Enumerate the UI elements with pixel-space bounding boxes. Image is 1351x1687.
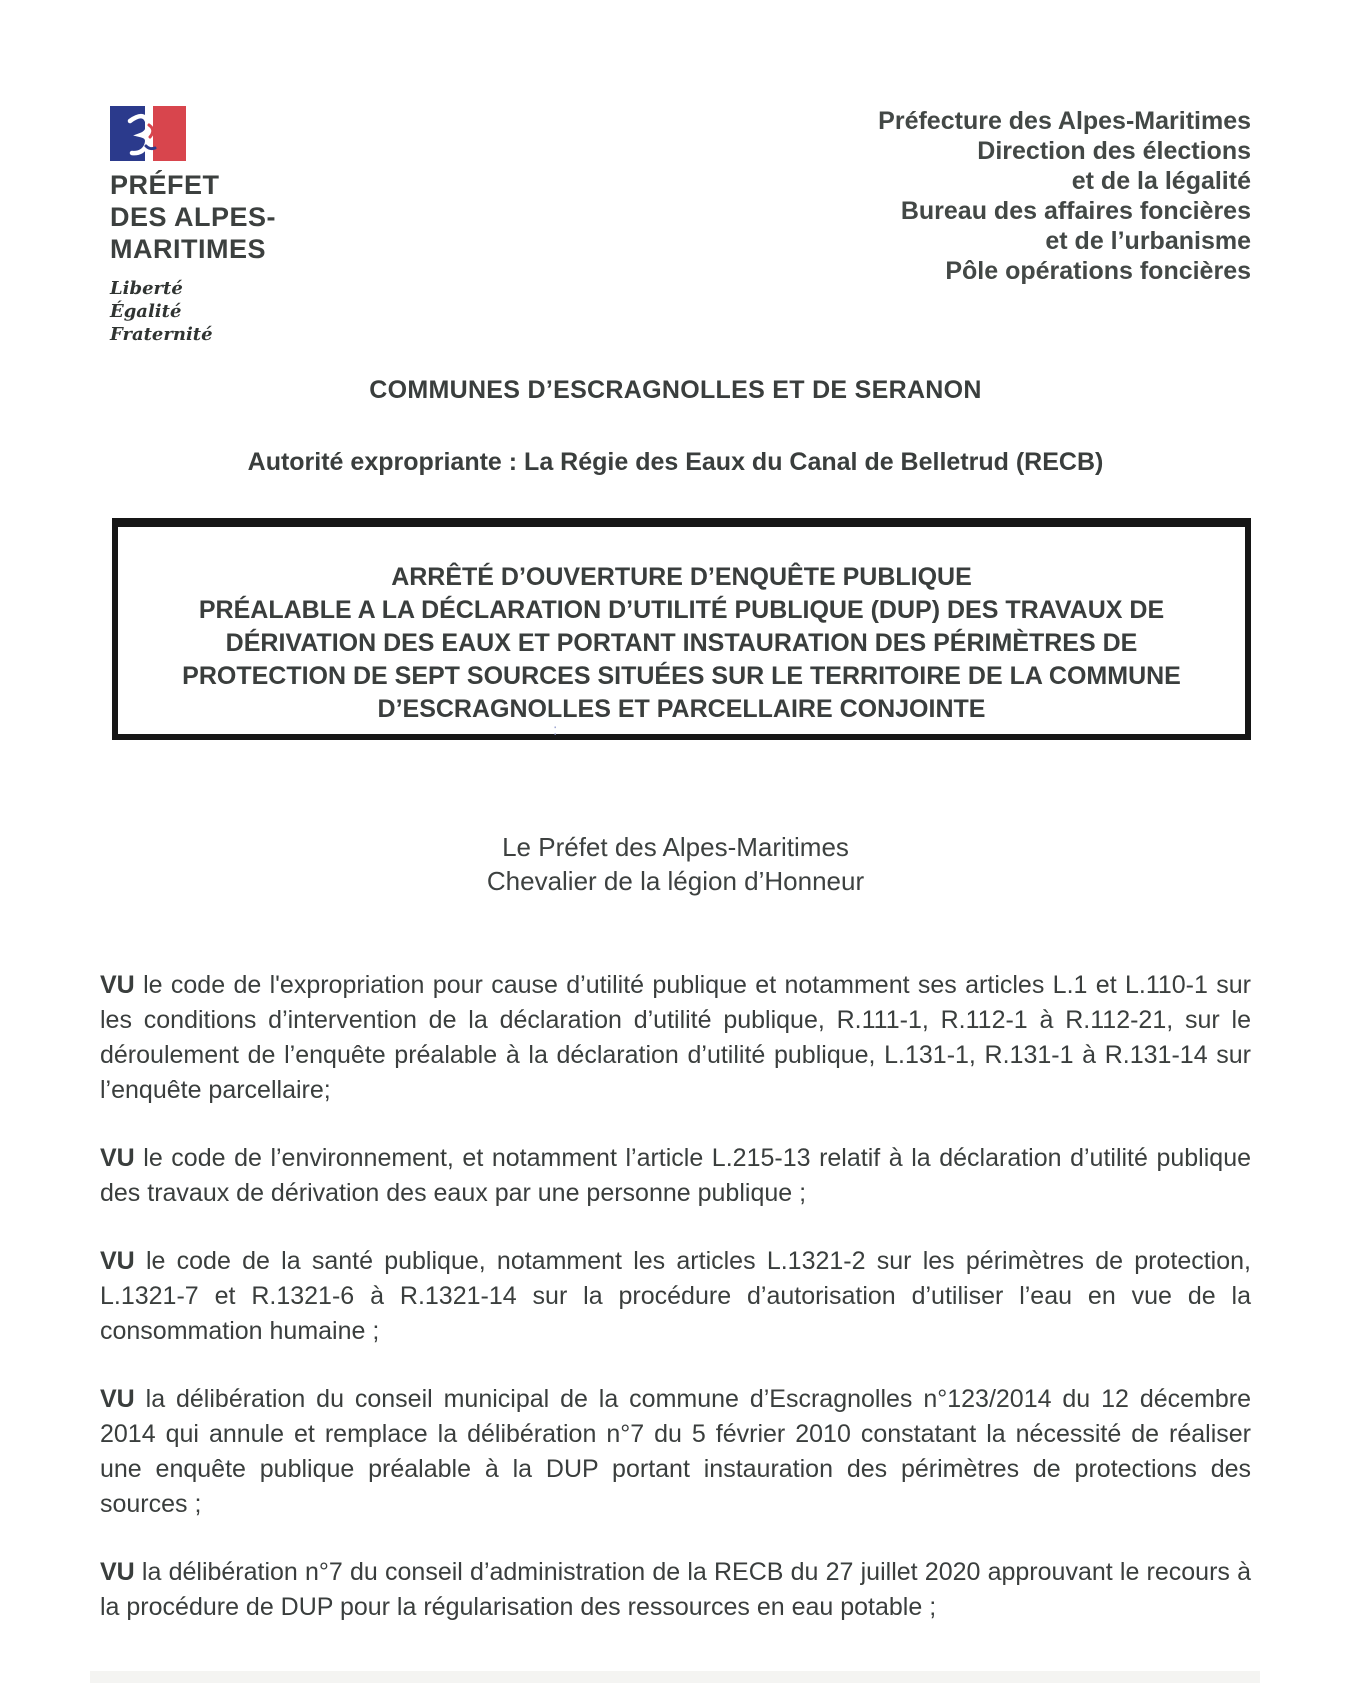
prefet-wordmark [110, 169, 370, 265]
decree-title-line: DÉRIVATION DES EAUX ET PORTANT INSTAURATION DES PÉRIMÈTRES DE [225, 629, 1138, 657]
office-line: et de la légalité [1071, 167, 1251, 195]
recital-paragraph [100, 1555, 1251, 1625]
recital-paragraph [100, 1382, 1251, 1522]
motto-line: Égalité [110, 301, 182, 322]
vu-lead: VU [100, 971, 135, 999]
decree-title-box [112, 518, 1251, 740]
vu-lead: VU [100, 1385, 135, 1413]
recital-text: la délibération du conseil municipal de la commune d’Escragnolles n°123/2014 du 12 décembre 2014 qui annule et remplace la délibération n°7 du 5 février 2010 constatant la nécessité de réaliser une enquête publique préalable à la DUP portant instauration des périmètres de protections des sources ; [100, 1385, 1251, 1518]
republic-motto [110, 277, 370, 346]
office-line: Bureau des affaires foncières [900, 197, 1251, 225]
decree-title-line: ARRÊTÉ D’OUVERTURE D’ENQUÊTE PUBLIQUE [391, 563, 972, 591]
decree-title-line: D’ESCRAGNOLLES ET PARCELLAIRE CONJOINTE [377, 695, 986, 723]
office-line: Préfecture des Alpes-Maritimes [878, 107, 1251, 135]
prefet-line: MARITIMES [110, 234, 266, 264]
recitals-section [100, 968, 1251, 1658]
republic-logo-block [110, 106, 370, 346]
prefect-salutation [100, 830, 1251, 898]
scan-shadow-artifact [90, 1671, 1260, 1683]
vu-lead: VU [100, 1558, 135, 1586]
office-line: et de l’urbanisme [1045, 227, 1251, 255]
expropriating-authority-line: Autorité expropriante : La Régie des Eaux du Canal de Belletrud (RECB) [247, 448, 1104, 476]
salutation-line: Chevalier de la légion d’Honneur [486, 866, 865, 896]
prefet-line: DES ALPES- [110, 202, 277, 232]
vu-lead: VU [100, 1247, 135, 1275]
motto-line: Fraternité [110, 324, 213, 345]
decree-title-line: PRÉALABLE A LA DÉCLARATION D’UTILITÉ PUBLIQUE (DUP) DES TRAVAUX DE [198, 596, 1165, 624]
recital-paragraph [100, 968, 1251, 1108]
recital-text: le code de la santé publique, notamment les articles L.1321-2 sur les périmètres de protection, L.1321-7 et R.1321-6 à R.1321-14 sur la procédure d’autorisation d’utiliser l’eau en vue de la consommation humaine ; [100, 1247, 1251, 1345]
decree-title-line: PROTECTION DE SEPT SOURCES SITUÉES SUR LE TERRITOIRE DE LA COMMUNE [182, 662, 1181, 690]
recital-paragraph [100, 1141, 1251, 1211]
issuing-office-block [878, 106, 1251, 286]
motto-line: Liberté [110, 278, 183, 299]
communes-heading: COMMUNES D’ESCRAGNOLLES ET DE SERANON [369, 376, 982, 404]
scan-artifact-mark: : [553, 722, 558, 739]
recital-text: le code de l’environnement, et notamment l’article L.215-13 relatif à la déclaration d’utilité publique des travaux de dérivation des eaux par une personne publique ; [100, 1144, 1251, 1207]
recital-text: la délibération n°7 du conseil d’administration de la RECB du 27 juillet 2020 approuvant le recours à la procédure de DUP pour la régularisation des ressources en eau potable ; [100, 1558, 1251, 1621]
salutation-line: Le Préfet des Alpes-Maritimes [502, 832, 849, 862]
marianne-flag-icon [110, 106, 186, 161]
vu-lead: VU [100, 1144, 135, 1172]
office-line: Pôle opérations foncières [945, 257, 1251, 285]
recital-text: le code de l'expropriation pour cause d’utilité publique et notamment ses articles L.1 et L.110-1 sur les conditions d’intervention de la déclaration d’utilité publique, R.111-1, R.112-1 à R.112-21, sur le déroulement de l’enquête préalable à la déclaration d’utilité publique, L.131-1, R.131-1 à R.131-14 sur l’enquête parcellaire; [100, 971, 1251, 1104]
prefet-line: PRÉFET [110, 170, 220, 200]
recital-paragraph [100, 1244, 1251, 1349]
office-line: Direction des élections [977, 137, 1251, 165]
